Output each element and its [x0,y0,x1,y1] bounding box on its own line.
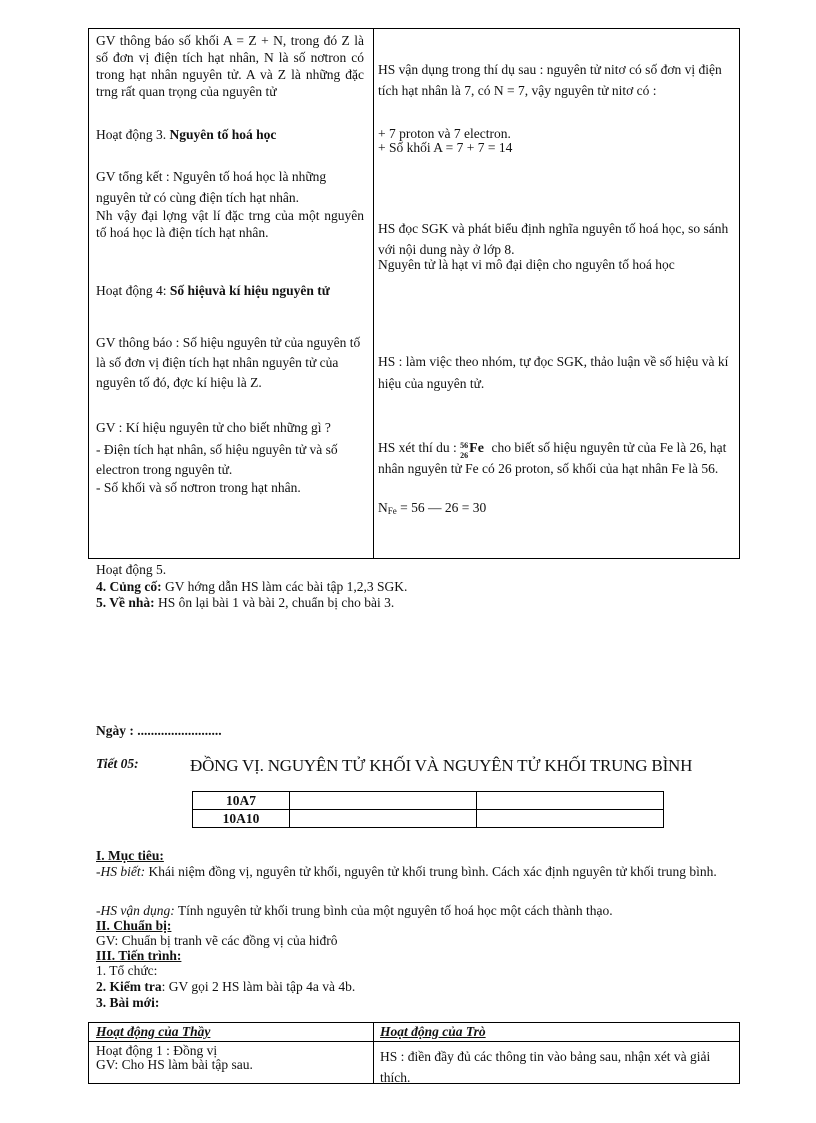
activity-4-heading: Hoạt động 4: Số hiệuvà kí hiệu nguyên tử [96,283,330,298]
prep-text: GV: Chuẩn bị tranh vẽ các đồng vị của hiđrô [96,933,338,948]
element-definition-task: HS đọc SGK và phát biểu định nghĩa nguyên tố hoá học, so sánh với nội dung này ở lớp 8. [378,221,729,257]
element-property-note: Nh vậy đại lợng vật lí đặc trng của một nguyên tố hoá học là điện tích hạt nhân. [96,208,364,240]
class-name: 10A10 [193,810,290,828]
process-heading: III. Tiến trình: [96,948,182,963]
symbol-info-1: - Điện tích hạt nhân, số hiệu nguyên tử và số electron trong nguyên tử. [96,442,338,477]
atomic-number-note: GV thông báo : Số hiệu nguyên tử của nguyên tố là số đơn vị điện tích hạt nhân nguyên tử của nguyên tố đó, đợc kí hiệu là Z. [96,335,361,390]
class-name: 10A7 [193,792,290,810]
objectives-heading: I. Mục tiêu: [96,848,164,863]
class-table [192,791,664,828]
nitrogen-example: HS vận dụng trong thí dụ sau : nguyên tử nitơ có số đơn vị điện tích hạt nhân là 7, có N = 7, vậy nguyên tử nitơ có : [378,62,722,98]
date-line: Ngày : ......................... [96,723,222,738]
nitrogen-mass: + Số khối A = 7 + 7 = 14 [378,140,513,155]
group-work-task: HS : làm việc theo nhóm, tự đọc SGK, thảo luận về số hiệu và kí hiệu của nguyên tử. [378,354,729,391]
step-new-lesson: 3. Bài mới: [96,995,160,1010]
atom-representative: Nguyên tử là hạt vi mô đại diện cho nguyên tố hoá học [378,257,675,272]
neutron-count: $N_{Fe} = 56$ — 26 = 30 [378,500,487,516]
activity-1-task: GV: Cho HS làm bài tập sau. [96,1057,253,1072]
nitrogen-protons: + 7 proton và 7 electron. [378,126,511,141]
objective-apply: -HS vận dụng: Tính nguyên tử khối trung bình của một nguyên tố hoá học một cách thành thạo. [96,903,613,918]
step-organize: 1. Tổ chức: [96,963,158,978]
activity-3-heading: Hoạt động 3. Nguyên tố hoá học [96,127,277,142]
student-task: HS : điền đầy đủ các thông tin vào bảng sau, nhận xét và giải thích. [380,1049,711,1085]
step-check: 2. Kiểm tra: GV gọi 2 HS làm bài tập 4a và 4b. [96,979,356,994]
symbol-question: GV : Kí hiệu nguyên tử cho biết những gì ? [96,420,331,435]
table-column-divider [373,29,374,558]
table-row [193,792,664,810]
iron-nuclide-symbol: 56 26 Fe [460,441,484,460]
activity-5: Hoạt động 5. [96,562,167,577]
header-teacher: Hoạt động của Thầy [96,1024,211,1039]
consolidation: 4. Củng cố: GV hớng dẫn HS làm các bài tập 1,2,3 SGK. [96,579,408,594]
lesson-title: ĐỒNG VỊ. NGUYÊN TỬ KHỐI VÀ NGUYÊN TỬ KHỐI TRUNG BÌNH [190,756,693,775]
table-column-divider [373,1023,374,1083]
activity-1-heading: Hoạt động 1 : Đồng vị [96,1043,218,1058]
table-row [193,810,664,828]
symbol-info-2: - Số khối và số nơtron trong hạt nhân. [96,480,301,495]
homework: 5. Về nhà: HS ôn lại bài 1 và bài 2, chuẩn bị cho bài 3. [96,595,395,610]
element-summary: GV tổng kết : Nguyên tố hoá học là những nguyên tử có cùng điện tích hạt nhân. [96,169,327,205]
objective-know: -HS biết: Khái niệm đồng vị, nguyên tử khối, nguyên tử khối trung bình. Cách xác định nguyên tử khối trung bình. [96,864,717,879]
iron-example: HS xét thí du : 56 26 Fe cho biết số hiệu nguyên tử của Fe là 26, hạt nhân nguyên tử Fe có 26 proton, số khối của hạt nhân Fe là 56. [378,440,727,476]
mass-number-note: GV thông báo số khối A = Z + N, trong đó Z là số đơn vị điện tích hạt nhân, N là số nơtron có trong hạt nhân nguyên tử. A và Z là những đặc trng rất quan trọng của nguyên tử [96,33,364,99]
header-student: Hoạt động của Trò [380,1024,486,1039]
period-label: Tiết 05: [96,756,139,771]
prep-heading: II. Chuẩn bị: [96,918,172,933]
